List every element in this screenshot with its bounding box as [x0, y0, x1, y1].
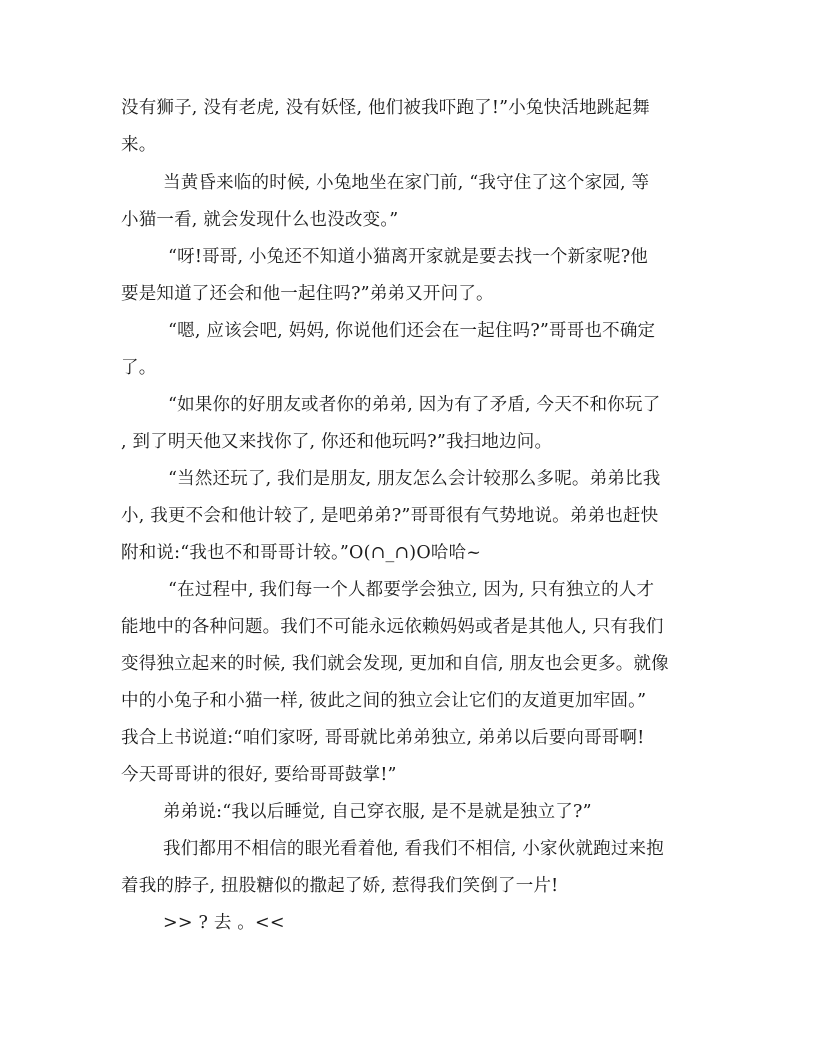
text-line: 变得独立起来的时候, 我们就会发现, 更加和自信, 朋友也会更多。就像 — [121, 654, 669, 674]
text-line: “嗯, 应该会吧, 妈妈, 你说他们还会在一起住吗?”哥哥也不确定 — [168, 321, 656, 341]
text-line: 小猫一看, 就会发现什么也没改变。” — [121, 210, 399, 230]
text-line: 当黄昏来临的时候, 小兔地坐在家门前, “我守住了这个家园, 等 — [163, 173, 650, 193]
text-line: 来。 — [121, 135, 157, 155]
text-line: 我们都用不相信的眼光看着他, 看我们不相信, 小家伙就跑过来抱 — [163, 839, 664, 859]
text-line: 要是知道了还会和他一起住吗?”弟弟又开问了。 — [121, 284, 494, 304]
text-line: 我合上书说道:“咱们家呀, 哥哥就比弟弟独立, 弟弟以后要向哥哥啊! — [121, 728, 645, 748]
text-line: 着我的脖子, 扭股糖似的撒起了娇, 惹得我们笑倒了一片! — [121, 876, 559, 896]
text-line: 能地中的各种问题。我们不可能永远依赖妈妈或者是其他人, 只有我们 — [121, 617, 664, 637]
text-line: 没有狮子, 没有老虎, 没有妖怪, 他们被我吓跑了!”小兔快活地跳起舞 — [121, 98, 650, 118]
text-line: “当然还玩了, 我们是朋友, 朋友怎么会计较那么多呢。弟弟比我 — [168, 469, 661, 489]
text-line: 中的小兔子和小猫一样, 彼此之间的独立会让它们的友道更加牢固。” — [121, 691, 647, 711]
text-line: 今天哥哥讲的很好, 要给哥哥鼓掌!” — [121, 765, 397, 785]
text-line: “呀!哥哥, 小兔还不知道小猫离开家就是要去找一个新家呢?他 — [168, 247, 648, 267]
text-line: “如果你的好朋友或者你的弟弟, 因为有了矛盾, 今天不和你玩了 — [168, 395, 661, 415]
page-footer-marker: >> ? 去 。<< — [163, 913, 285, 933]
text-line: 附和说:“我也不和哥哥计较。”O(∩_∩)O哈哈~ — [121, 543, 482, 563]
text-line: 弟弟说:“我以后睡觉, 自己穿衣服, 是不是就是独立了?” — [163, 802, 592, 822]
text-line: 小, 我更不会和他计较了, 是吧弟弟?”哥哥很有气势地说。弟弟也赶快 — [121, 506, 659, 526]
text-line: “在过程中, 我们每一个人都要学会独立, 因为, 只有独立的人才 — [168, 580, 655, 600]
text-line: 了。 — [121, 358, 157, 378]
text-line: , 到了明天他又来找你了, 你还和他玩吗?”我扫地边问。 — [121, 432, 553, 452]
